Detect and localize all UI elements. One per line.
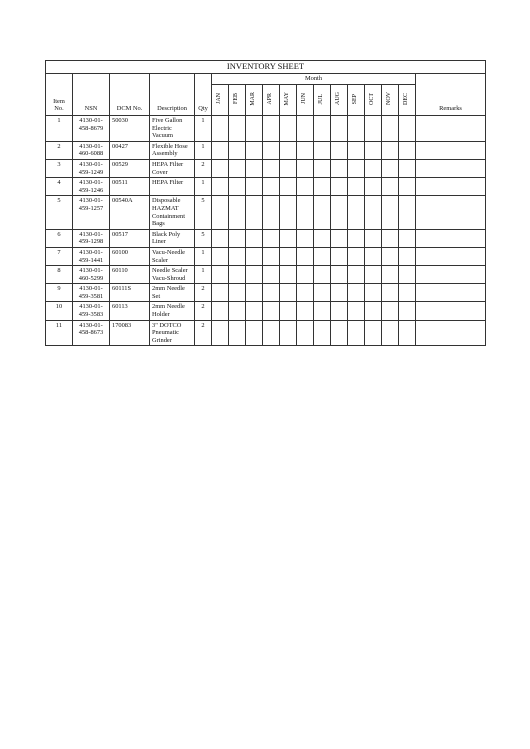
- qty-cell: 2: [195, 159, 212, 177]
- dcm-no-cell: 60100: [110, 247, 150, 265]
- remarks-cell[interactable]: [416, 116, 486, 142]
- header-month-feb: [229, 85, 246, 116]
- month-cell-apr[interactable]: [263, 320, 280, 346]
- month-cell-mar[interactable]: [246, 159, 263, 177]
- nsn-cell: 4130-01-459-1441: [73, 247, 110, 265]
- month-cell-aug[interactable]: [331, 159, 348, 177]
- qty-cell: 1: [195, 178, 212, 196]
- dcm-no-cell: 60113: [110, 302, 150, 320]
- month-cell-mar[interactable]: [246, 320, 263, 346]
- month-cell-jan[interactable]: [212, 266, 229, 284]
- month-cell-jan[interactable]: [212, 116, 229, 142]
- month-cell-feb[interactable]: [229, 284, 246, 302]
- header-month-sep: [348, 85, 365, 116]
- month-label: JUN: [301, 93, 308, 105]
- month-cell-apr[interactable]: [263, 302, 280, 320]
- month-cell-jul[interactable]: [314, 247, 331, 265]
- month-cell-apr[interactable]: [263, 178, 280, 196]
- description-cell: Flexible Hose Assembly: [150, 141, 195, 159]
- month-cell-dec[interactable]: [399, 159, 416, 177]
- dcm-no-cell: 00511: [110, 178, 150, 196]
- month-cell-feb[interactable]: [229, 116, 246, 142]
- header-month-oct: [365, 85, 382, 116]
- month-cell-feb[interactable]: [229, 320, 246, 346]
- month-cell-may[interactable]: [280, 196, 297, 229]
- month-cell-jun[interactable]: [297, 159, 314, 177]
- qty-cell: 1: [195, 116, 212, 142]
- month-cell-nov[interactable]: [382, 229, 399, 247]
- qty-cell: 1: [195, 141, 212, 159]
- description-cell: HEPA Filter: [150, 178, 195, 196]
- header-remarks: Remarks: [416, 74, 486, 116]
- remarks-cell[interactable]: [416, 196, 486, 229]
- item-no-cell: 5: [46, 196, 73, 229]
- month-cell-jan[interactable]: [212, 247, 229, 265]
- description-cell: Five Gallon Electric Vacuum: [150, 116, 195, 142]
- month-cell-mar[interactable]: [246, 196, 263, 229]
- item-no-cell: 4: [46, 178, 73, 196]
- table-row: [46, 116, 486, 142]
- month-cell-dec[interactable]: [399, 284, 416, 302]
- month-cell-nov[interactable]: [382, 159, 399, 177]
- nsn-cell: 4130-01-459-3583: [73, 302, 110, 320]
- month-cell-dec[interactable]: [399, 116, 416, 142]
- month-cell-sep[interactable]: [348, 116, 365, 142]
- qty-cell: 5: [195, 196, 212, 229]
- month-cell-jun[interactable]: [297, 284, 314, 302]
- month-cell-jun[interactable]: [297, 266, 314, 284]
- header-item-no: Item No.: [46, 74, 73, 116]
- remarks-cell[interactable]: [416, 320, 486, 346]
- qty-cell: 2: [195, 320, 212, 346]
- month-cell-jan[interactable]: [212, 284, 229, 302]
- month-cell-jan[interactable]: [212, 302, 229, 320]
- table-row: [46, 247, 486, 265]
- month-cell-jan[interactable]: [212, 159, 229, 177]
- month-cell-aug[interactable]: [331, 229, 348, 247]
- month-cell-may[interactable]: [280, 178, 297, 196]
- month-cell-jun[interactable]: [297, 178, 314, 196]
- month-cell-dec[interactable]: [399, 141, 416, 159]
- month-cell-sep[interactable]: [348, 284, 365, 302]
- description-cell: 3" DOTCO Pneumatic Grinder: [150, 320, 195, 346]
- item-no-cell: 1: [46, 116, 73, 142]
- month-cell-feb[interactable]: [229, 247, 246, 265]
- dcm-no-cell: 50030: [110, 116, 150, 142]
- month-cell-sep[interactable]: [348, 320, 365, 346]
- header-month-may: [280, 85, 297, 116]
- dcm-no-cell: 00529: [110, 159, 150, 177]
- table-row: [46, 320, 486, 346]
- month-label: DEC: [403, 92, 410, 105]
- table-row: [46, 266, 486, 284]
- month-cell-mar[interactable]: [246, 247, 263, 265]
- month-cell-may[interactable]: [280, 247, 297, 265]
- month-cell-dec[interactable]: [399, 178, 416, 196]
- month-cell-aug[interactable]: [331, 196, 348, 229]
- month-cell-jan[interactable]: [212, 320, 229, 346]
- header-month-mar: [246, 85, 263, 116]
- month-cell-nov[interactable]: [382, 116, 399, 142]
- item-no-cell: 8: [46, 266, 73, 284]
- remarks-cell[interactable]: [416, 141, 486, 159]
- dcm-no-cell: 170083: [110, 320, 150, 346]
- month-cell-nov[interactable]: [382, 302, 399, 320]
- nsn-cell: 4130-01-459-1298: [73, 229, 110, 247]
- nsn-cell: 4130-01-459-1246: [73, 178, 110, 196]
- month-cell-aug[interactable]: [331, 284, 348, 302]
- dcm-no-cell: 00540A: [110, 196, 150, 229]
- month-cell-jul[interactable]: [314, 284, 331, 302]
- month-cell-oct[interactable]: [365, 247, 382, 265]
- remarks-cell[interactable]: [416, 229, 486, 247]
- month-cell-oct[interactable]: [365, 302, 382, 320]
- month-cell-mar[interactable]: [246, 284, 263, 302]
- month-cell-oct[interactable]: [365, 141, 382, 159]
- header-nsn: NSN: [73, 74, 110, 116]
- dcm-no-cell: 00427: [110, 141, 150, 159]
- header-month-group: Month: [212, 74, 416, 85]
- table-row: [46, 159, 486, 177]
- month-cell-oct[interactable]: [365, 266, 382, 284]
- month-label: APR: [267, 92, 274, 105]
- month-cell-oct[interactable]: [365, 116, 382, 142]
- month-cell-mar[interactable]: [246, 178, 263, 196]
- month-cell-dec[interactable]: [399, 229, 416, 247]
- month-cell-apr[interactable]: [263, 229, 280, 247]
- description-cell: Needle Scaler Vacu-Shroud: [150, 266, 195, 284]
- qty-cell: 1: [195, 266, 212, 284]
- table-row: [46, 196, 486, 229]
- inventory-sheet-table: [45, 60, 486, 346]
- month-cell-jan[interactable]: [212, 229, 229, 247]
- month-cell-aug[interactable]: [331, 266, 348, 284]
- month-cell-nov[interactable]: [382, 320, 399, 346]
- month-cell-oct[interactable]: [365, 284, 382, 302]
- month-cell-feb[interactable]: [229, 229, 246, 247]
- month-cell-aug[interactable]: [331, 178, 348, 196]
- month-cell-sep[interactable]: [348, 302, 365, 320]
- description-cell: Vacu-Needle Scaler: [150, 247, 195, 265]
- header-month-apr: [263, 85, 280, 116]
- qty-cell: 1: [195, 247, 212, 265]
- month-cell-apr[interactable]: [263, 116, 280, 142]
- month-cell-dec[interactable]: [399, 196, 416, 229]
- month-label: NOV: [386, 92, 393, 106]
- month-cell-dec[interactable]: [399, 247, 416, 265]
- month-cell-feb[interactable]: [229, 178, 246, 196]
- header-month-dec: [399, 85, 416, 116]
- month-cell-feb[interactable]: [229, 141, 246, 159]
- table-row: [46, 302, 486, 320]
- month-cell-oct[interactable]: [365, 159, 382, 177]
- dcm-no-cell: 60111S: [110, 284, 150, 302]
- month-cell-may[interactable]: [280, 229, 297, 247]
- remarks-cell[interactable]: [416, 178, 486, 196]
- month-cell-feb[interactable]: [229, 196, 246, 229]
- month-cell-jun[interactable]: [297, 229, 314, 247]
- month-cell-nov[interactable]: [382, 178, 399, 196]
- item-no-cell: 3: [46, 159, 73, 177]
- item-no-cell: 2: [46, 141, 73, 159]
- month-cell-sep[interactable]: [348, 196, 365, 229]
- description-cell: Disposable HAZMAT Containment Bags: [150, 196, 195, 229]
- month-cell-mar[interactable]: [246, 229, 263, 247]
- month-cell-apr[interactable]: [263, 196, 280, 229]
- month-cell-aug[interactable]: [331, 116, 348, 142]
- remarks-cell[interactable]: [416, 284, 486, 302]
- month-cell-jul[interactable]: [314, 178, 331, 196]
- qty-cell: 2: [195, 302, 212, 320]
- month-cell-may[interactable]: [280, 302, 297, 320]
- month-cell-mar[interactable]: [246, 116, 263, 142]
- month-label: SEP: [352, 93, 359, 104]
- month-cell-may[interactable]: [280, 284, 297, 302]
- month-cell-nov[interactable]: [382, 284, 399, 302]
- nsn-cell: 4130-01-458-8679: [73, 116, 110, 142]
- month-cell-may[interactable]: [280, 320, 297, 346]
- month-cell-aug[interactable]: [331, 141, 348, 159]
- month-cell-jul[interactable]: [314, 159, 331, 177]
- month-cell-jul[interactable]: [314, 141, 331, 159]
- header-month-aug: [331, 85, 348, 116]
- month-cell-mar[interactable]: [246, 266, 263, 284]
- table-row: [46, 178, 486, 196]
- remarks-cell[interactable]: [416, 302, 486, 320]
- month-cell-jun[interactable]: [297, 196, 314, 229]
- header-month-jan: [212, 85, 229, 116]
- description-cell: HEPA Filter Cover: [150, 159, 195, 177]
- month-cell-feb[interactable]: [229, 266, 246, 284]
- month-cell-nov[interactable]: [382, 266, 399, 284]
- dcm-no-cell: 60110: [110, 266, 150, 284]
- month-cell-oct[interactable]: [365, 178, 382, 196]
- month-cell-mar[interactable]: [246, 302, 263, 320]
- month-label: JUL: [318, 93, 325, 104]
- month-cell-apr[interactable]: [263, 266, 280, 284]
- month-cell-jul[interactable]: [314, 116, 331, 142]
- header-qty: Qty: [195, 74, 212, 116]
- table-row: [46, 229, 486, 247]
- month-cell-oct[interactable]: [365, 196, 382, 229]
- month-cell-feb[interactable]: [229, 302, 246, 320]
- month-cell-oct[interactable]: [365, 229, 382, 247]
- month-cell-apr[interactable]: [263, 284, 280, 302]
- month-cell-feb[interactable]: [229, 159, 246, 177]
- description-cell: 2mm Needle Holder: [150, 302, 195, 320]
- qty-cell: 5: [195, 229, 212, 247]
- table-row: [46, 284, 486, 302]
- sheet-title: INVENTORY SHEET: [46, 61, 486, 74]
- month-cell-aug[interactable]: [331, 247, 348, 265]
- description-cell: Black Poly Liner: [150, 229, 195, 247]
- month-cell-jun[interactable]: [297, 247, 314, 265]
- month-cell-jul[interactable]: [314, 196, 331, 229]
- month-cell-sep[interactable]: [348, 141, 365, 159]
- month-cell-jan[interactable]: [212, 196, 229, 229]
- month-cell-mar[interactable]: [246, 141, 263, 159]
- header-month-jul: [314, 85, 331, 116]
- month-cell-jan[interactable]: [212, 141, 229, 159]
- nsn-cell: 4130-01-458-8673: [73, 320, 110, 346]
- nsn-cell: 4130-01-460-5299: [73, 266, 110, 284]
- month-label: MAY: [284, 91, 291, 106]
- month-cell-nov[interactable]: [382, 247, 399, 265]
- month-cell-jun[interactable]: [297, 116, 314, 142]
- inventory-rows: [46, 116, 486, 346]
- month-cell-aug[interactable]: [331, 302, 348, 320]
- month-cell-jun[interactable]: [297, 141, 314, 159]
- month-cell-sep[interactable]: [348, 178, 365, 196]
- month-cell-nov[interactable]: [382, 141, 399, 159]
- item-no-cell: 7: [46, 247, 73, 265]
- month-label: OCT: [369, 92, 376, 105]
- month-cell-jun[interactable]: [297, 320, 314, 346]
- qty-cell: 2: [195, 284, 212, 302]
- month-label: FEB: [233, 93, 240, 105]
- nsn-cell: 4130-01-459-1249: [73, 159, 110, 177]
- item-no-cell: 6: [46, 229, 73, 247]
- month-cell-sep[interactable]: [348, 229, 365, 247]
- header-month-jun: [297, 85, 314, 116]
- month-cell-jul[interactable]: [314, 320, 331, 346]
- item-no-cell: 9: [46, 284, 73, 302]
- header-description: Description: [150, 74, 195, 116]
- month-label: MAR: [250, 91, 257, 106]
- month-cell-aug[interactable]: [331, 320, 348, 346]
- month-cell-sep[interactable]: [348, 159, 365, 177]
- month-cell-oct[interactable]: [365, 320, 382, 346]
- month-cell-dec[interactable]: [399, 266, 416, 284]
- table-row: [46, 141, 486, 159]
- remarks-cell[interactable]: [416, 159, 486, 177]
- item-no-cell: 11: [46, 320, 73, 346]
- nsn-cell: 4130-01-459-1257: [73, 196, 110, 229]
- dcm-no-cell: 00517: [110, 229, 150, 247]
- month-cell-jun[interactable]: [297, 302, 314, 320]
- month-cell-jul[interactable]: [314, 266, 331, 284]
- header-month-nov: [382, 85, 399, 116]
- month-cell-may[interactable]: [280, 141, 297, 159]
- remarks-cell[interactable]: [416, 266, 486, 284]
- month-cell-may[interactable]: [280, 116, 297, 142]
- month-cell-may[interactable]: [280, 159, 297, 177]
- month-cell-sep[interactable]: [348, 266, 365, 284]
- month-label: AUG: [335, 92, 342, 106]
- nsn-cell: 4130-01-459-3581: [73, 284, 110, 302]
- month-cell-apr[interactable]: [263, 159, 280, 177]
- month-cell-jan[interactable]: [212, 178, 229, 196]
- month-cell-nov[interactable]: [382, 196, 399, 229]
- month-cell-dec[interactable]: [399, 302, 416, 320]
- month-cell-apr[interactable]: [263, 141, 280, 159]
- remarks-cell[interactable]: [416, 247, 486, 265]
- month-cell-dec[interactable]: [399, 320, 416, 346]
- month-cell-jul[interactable]: [314, 229, 331, 247]
- description-cell: 2mm Needle Set: [150, 284, 195, 302]
- month-cell-apr[interactable]: [263, 247, 280, 265]
- item-no-cell: 10: [46, 302, 73, 320]
- nsn-cell: 4130-01-460-6088: [73, 141, 110, 159]
- month-cell-sep[interactable]: [348, 247, 365, 265]
- month-cell-may[interactable]: [280, 266, 297, 284]
- header-dcm-no: DCM No.: [110, 74, 150, 116]
- month-cell-jul[interactable]: [314, 302, 331, 320]
- month-label: JAN: [216, 93, 223, 105]
